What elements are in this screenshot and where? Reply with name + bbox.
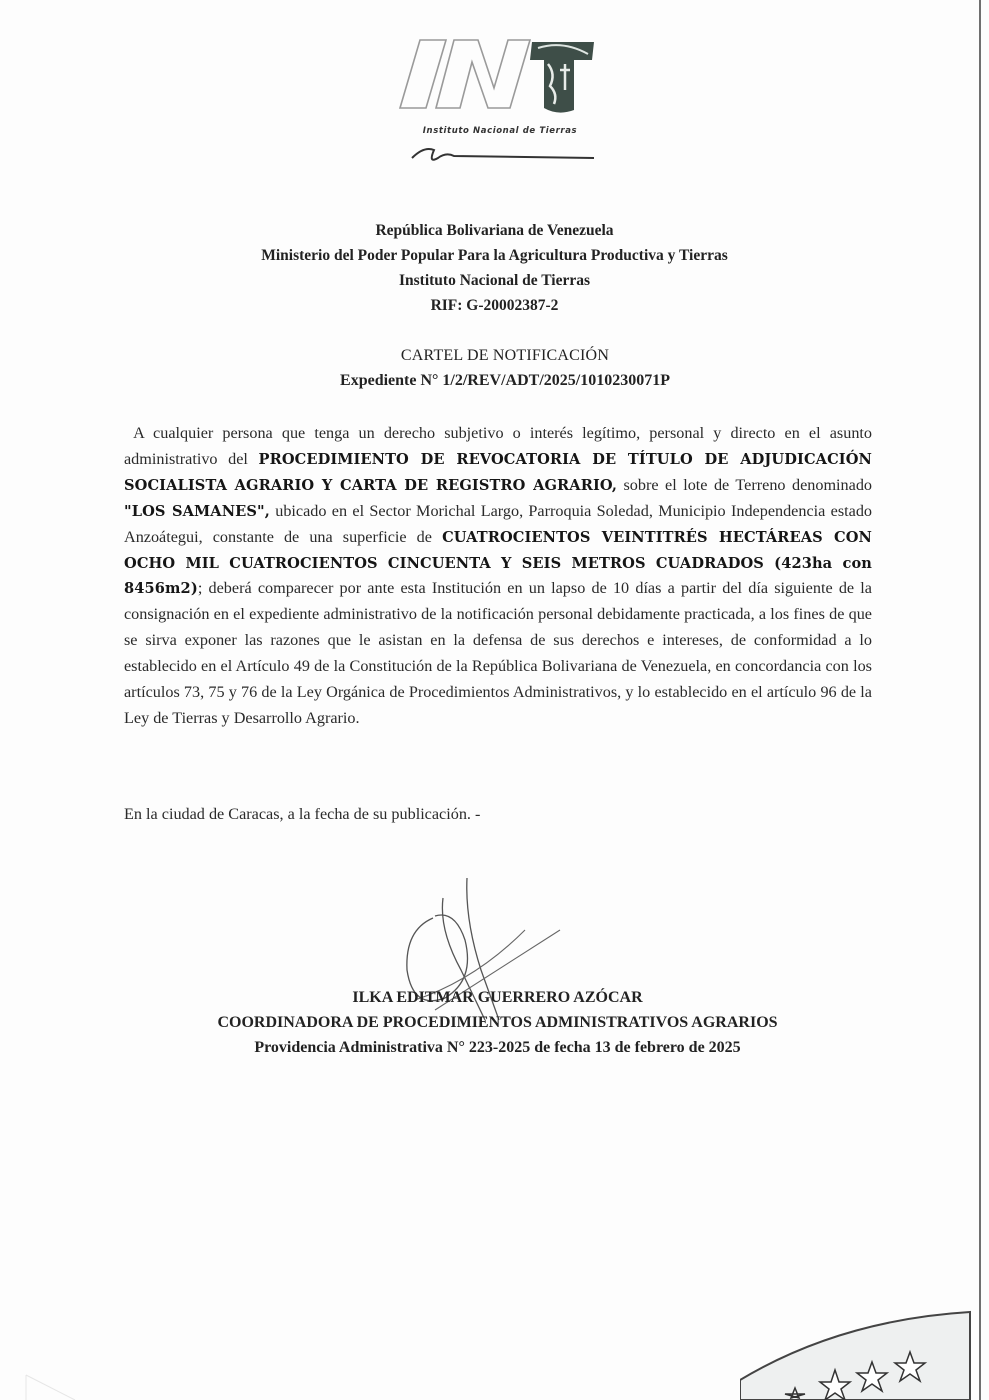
corner-fold-mark: [0, 1360, 120, 1400]
procedure-name: PROCEDIMIENTO DE REVOCATORIA DE TÍTULO DE ADJUDICACIÓN SOCIALISTA AGRARIO Y CARTA DE REGISTRO AGRARIO,: [124, 450, 872, 494]
header-institute: Instituto Nacional de Tierras: [398, 272, 591, 289]
stamp-stars-icon: [740, 1300, 980, 1400]
body-text-segment: sobre el lote de Terreno denominado: [617, 475, 873, 494]
expediente-number: Expediente N° 1/2/REV/ADT/2025/1010230071P: [340, 372, 670, 389]
int-logo: [398, 30, 608, 170]
body-text-segment: A cualquier persona que tenga un derecho subjetivo o interés legítimo, personal y directo en el asunto administrativo del: [124, 424, 873, 468]
signer-role: COORDINADORA DE PROCEDIMIENTOS ADMINISTRATIVOS AGRARIOS: [217, 1014, 778, 1031]
header-country: República Bolivariana de Venezuela: [375, 222, 614, 239]
body-text-segment: ubicado en el Sector Morichal Largo, Parroquia Soledad, Municipio Independencia estado Anzoátegui, constante de una superficie de: [124, 501, 873, 546]
signer-block: [0, 985, 989, 1060]
document-title: [0, 343, 989, 393]
header-ministry: Ministerio del Poder Popular Para la Agricultura Productiva y Tierras: [261, 247, 728, 264]
closing-line: En la ciudad de Caracas, a la fecha de su publicación. -: [124, 805, 481, 823]
body-text-segment: ; deberá comparecer por ante esta Institución en un lapso de 10 días a partir del día siguiente de la consignación en el expediente administrativo de la notificación personal debidamente practicada, a los fines de que se sirva exponer las razones que le asistan en la defensa de sus derechos e intereses, de conformidad a lo establecido en el Artículo 49 de la Constitución de la República Bolivariana de Venezuela, en concordancia con los artículos 73, 75 y 76 de la Ley Orgánica de Procedimientos Administrativos, y lo establecido en el artículo 96 de la Ley de Tierras y Desarrollo Agrario.: [124, 579, 872, 727]
header-rif: RIF: G-20002387-2: [430, 297, 559, 314]
page-edge-line: [979, 0, 981, 1400]
int-emblem-icon: [530, 42, 594, 113]
notice-paragraph: [124, 421, 872, 732]
signer-name: ILKA EDITMAR GUERRERO AZÓCAR: [352, 989, 643, 1006]
logo-subtitle: Instituto Nacional de Tierras: [422, 126, 578, 136]
institution-header: [0, 218, 989, 318]
surface-area: CUATROCIENTOS VEINTITRÉS HECTÁREAS CON OCHO MIL CUATROCIENTOS CINCUENTA Y SEIS METROS CUADRADOS (423ha con 8456m2): [124, 528, 872, 598]
property-name: "LOS SAMANES",: [124, 502, 270, 520]
notice-body: [124, 421, 872, 732]
signer-providencia: Providencia Administrativa N° 223-2025 de fecha 13 de febrero de 2025: [254, 1039, 741, 1056]
notice-heading: CARTEL DE NOTIFICACIÓN: [400, 347, 610, 364]
